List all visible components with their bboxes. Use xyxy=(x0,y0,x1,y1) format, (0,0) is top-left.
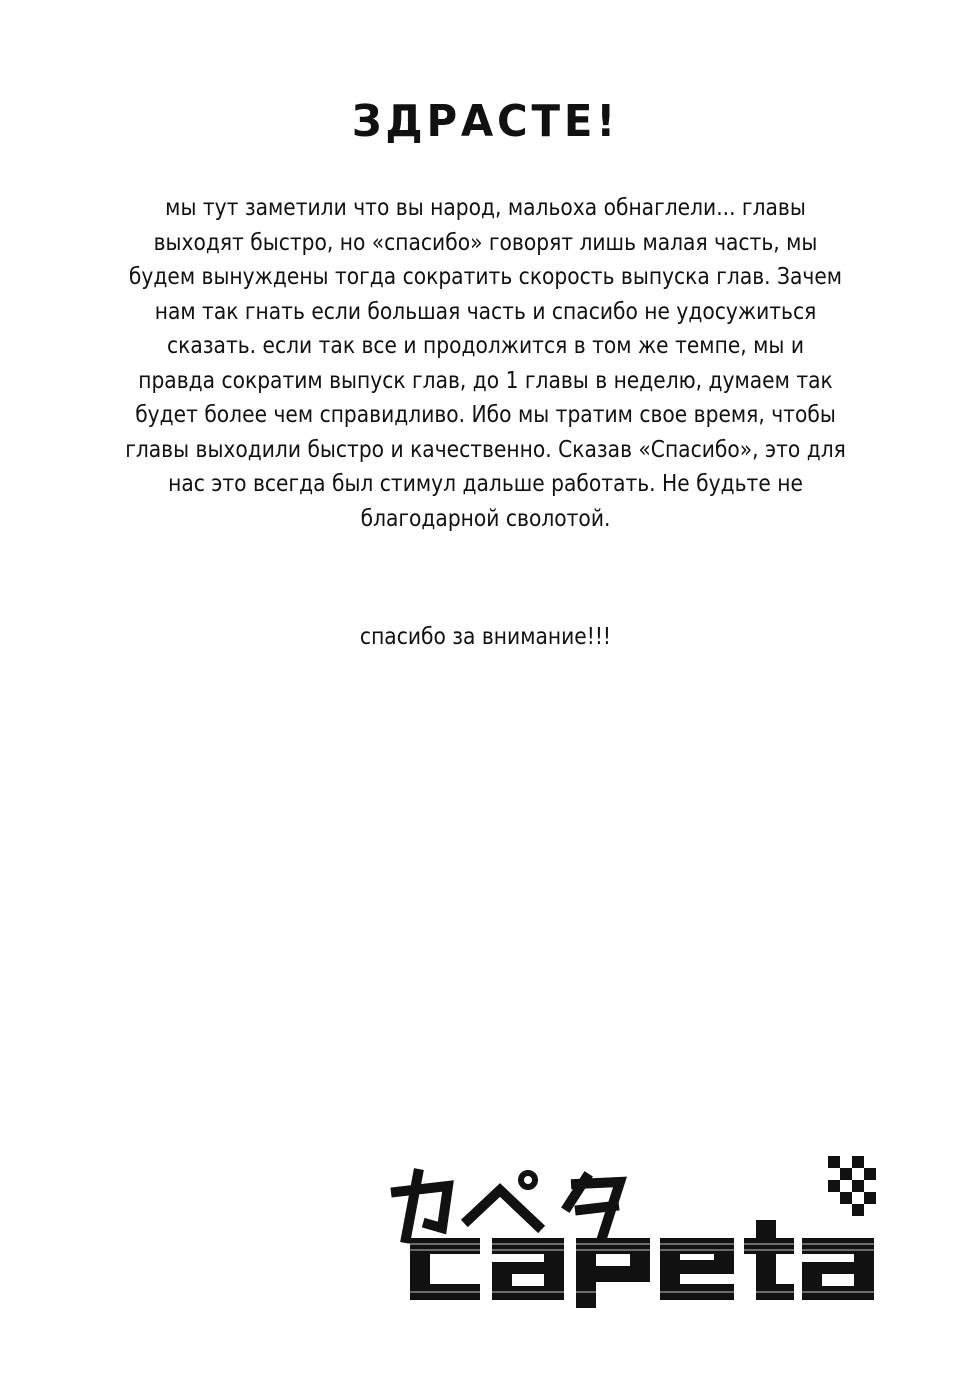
message-line: будет более чем справидливо. Ибо мы тратим свое время, чтобы xyxy=(135,402,836,428)
logo-katakana xyxy=(396,1173,620,1238)
message-line: сказать. если так все и продолжится в том же темпе, мы и xyxy=(167,333,804,359)
closing-text: спасибо за внимание!!! xyxy=(359,624,612,650)
message-line: мы тут заметили что вы народ, мальоха обнаглели... главы xyxy=(165,195,806,221)
page-title: ЗДРАСТЕ! xyxy=(351,96,620,147)
message-line: главы выходили быстро и качественно. Сказав «Спасибо», это для xyxy=(125,436,846,463)
message-line: нас это всегда был стимул дальше работать. Не будьте не xyxy=(168,471,803,497)
logo-wordmark xyxy=(410,1220,874,1308)
message-line: нам так гнать если большая часть и спасибо не удосужиться xyxy=(154,298,817,325)
message-line: правда сократим выпуск глав, до 1 главы в неделю, думаем так xyxy=(138,367,833,394)
message-body xyxy=(40,191,931,536)
message-line: благодарной сволотой. xyxy=(360,505,611,532)
checkered-flag-icon xyxy=(828,1156,876,1216)
message-line: будем вынуждены тогда сократить скорость выпуска глав. Зачем xyxy=(128,264,843,290)
message-line: выходят быстро, но «спасибо» говорят лишь малая часть, мы xyxy=(153,229,818,256)
capeta-logo xyxy=(388,1150,888,1310)
